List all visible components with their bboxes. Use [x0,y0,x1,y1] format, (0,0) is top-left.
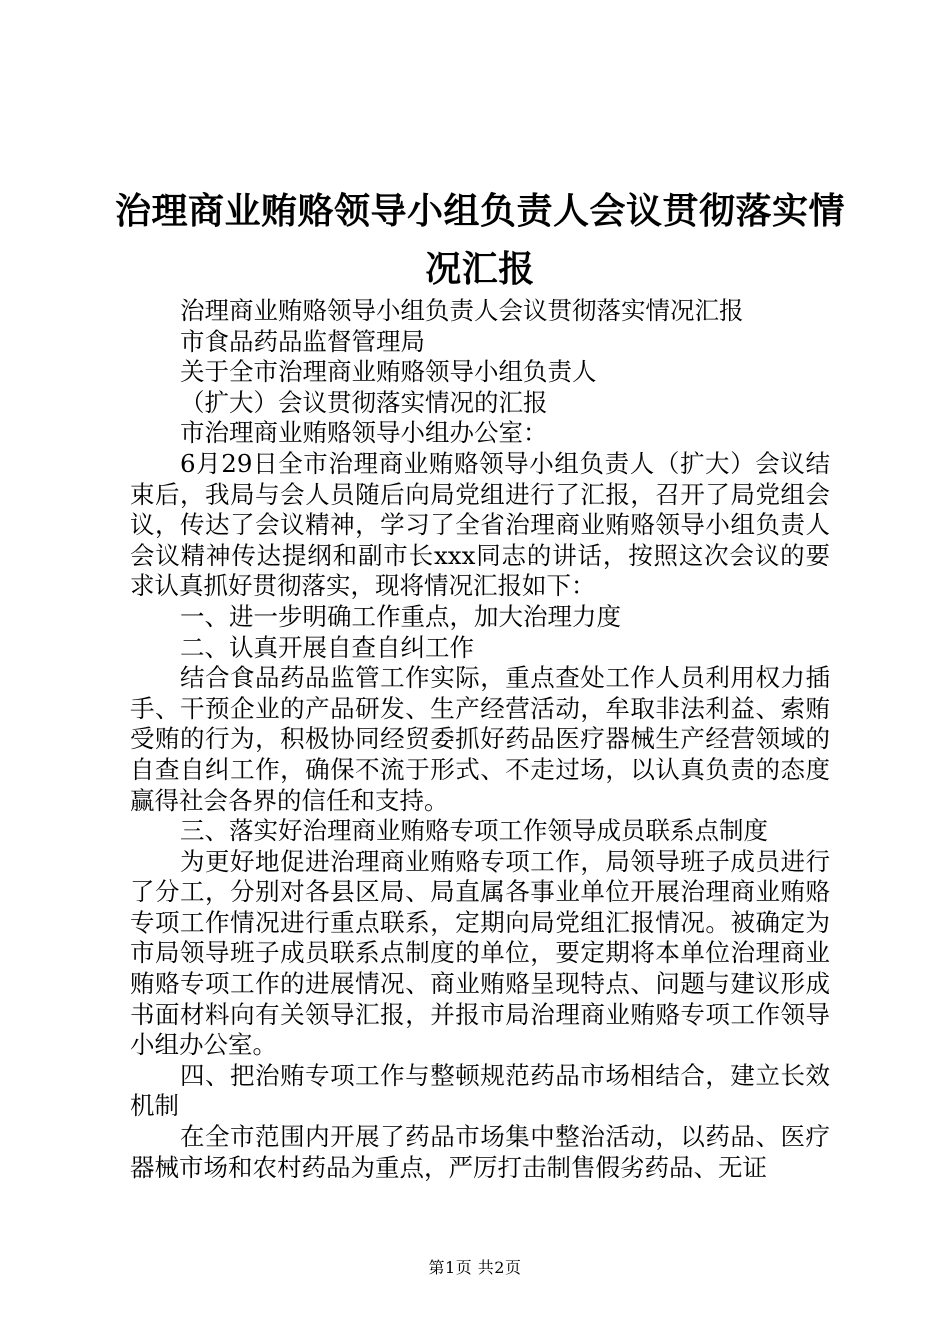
document-title: 治理商业贿赂领导小组负责人会议贯彻落实情况汇报 [114,190,845,290]
section-heading-2: 二、认真开展自查自纠工作 [180,632,474,662]
paragraph-subject-line-2: （扩大）会议贯彻落实情况的汇报 [180,387,548,417]
paragraph-section-2: 结合食品药品监管工作实际，重点查处工作人员利用权力插手、干预企业的产品研发、生产经营活动，牟取非法利益、索贿受贿的行为，积极协同经贸委抓好药品医疗器械生产经营领域的自查自纠工作，确保不流于形式、不走过场，以认真负责的态度赢得社会各界的信任和支持。 [130,663,830,815]
section-heading-3: 三、落实好治理商业贿赂专项工作领导成员联系点制度 [180,816,768,846]
document-body [130,296,830,1183]
paragraph-subject-line-1: 关于全市治理商业贿赂领导小组负责人 [180,357,597,387]
paragraph-section-4: 在全市范围内开展了药品市场集中整治活动，以药品、医疗器械市场和农村药品为重点，严厉打击制售假劣药品、无证 [130,1122,830,1182]
paragraph-intro: 6月29日全市治理商业贿赂领导小组负责人（扩大）会议结束后，我局与会人员随后向局党组进行了汇报，召开了局党组会议，传达了会议精神，学习了全省治理商业贿赂领导小组负责人会议精神传达提纲和副市长xxx同志的讲话，按照这次会议的要求认真抓好贯彻落实，现将情况汇报如下： [130,448,830,601]
section-heading-1: 一、进一步明确工作重点，加大治理力度 [180,601,621,631]
section-heading-4: 四、把治贿专项工作与整顿规范药品市场相结合，建立长效机制 [130,1060,830,1121]
paragraph-issuer: 市食品药品监督管理局 [180,326,425,356]
paragraph-section-3: 为更好地促进治理商业贿赂专项工作，局领导班子成员进行了分工，分别对各县区局、局直属各事业单位开展治理商业贿赂专项工作情况进行重点联系，定期向局党组汇报情况。被确定为市局领导班子成员联系点制度的单位，要定期将本单位治理商业贿赂专项工作的进展情况、商业贿赂呈现特点、问题与建议形成书面材料向有关领导汇报，并报市局治理商业贿赂专项工作领导小组办公室。 [130,846,830,1060]
paragraph-recipient: 市治理商业贿赂领导小组办公室： [180,418,548,448]
paragraph-heading-repeat: 治理商业贿赂领导小组负责人会议贯彻落实情况汇报 [180,296,744,325]
page-number-footer: 第1页 共2页 [428,1258,522,1277]
